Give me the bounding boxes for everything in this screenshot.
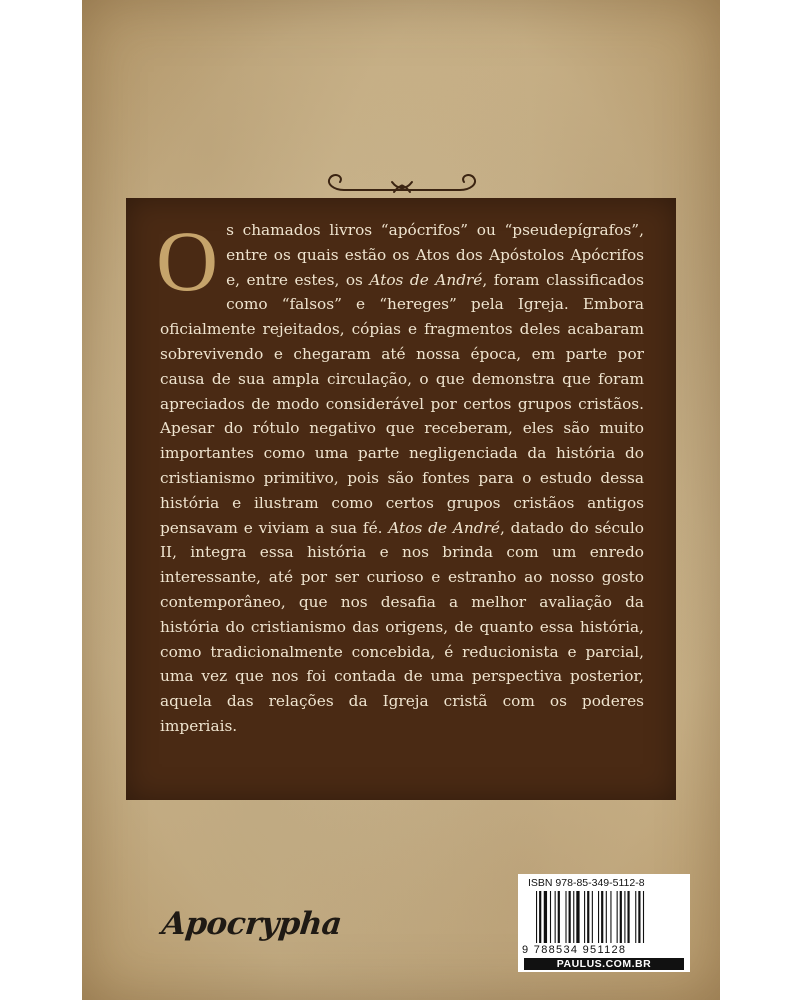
apocrypha-logo: Apocrypha: [160, 906, 344, 942]
barcode-label: [518, 874, 690, 972]
book-title-2: Atos de André: [388, 518, 500, 537]
publisher-site: PAULUS.COM.BR: [524, 958, 684, 970]
barcode-digits: 9 788534 951128: [522, 944, 627, 956]
blurb-panel: [126, 198, 676, 800]
blurb-part-2: , foram classificados como “falsos” e “hereges” pela Igreja. Embora oficialmente rejeitados, cópias e fragmentos deles acabaram sobrevivendo e chegaram até nossa época, em parte por causa de sua ampla circulação, o que demonstra que foram apreciados de modo considerável por certos grupos cristãos. Apesar do rótulo negativo que receberam, eles são muito importantes como uma parte negligenciada da história do cristianismo primitivo, pois são fontes para o estudo dessa história e ilustram como certos grupos cristãos antigos pensavam e viviam a sua fé.: [160, 270, 644, 537]
blurb-text: [156, 213, 644, 739]
barcode-icon: [536, 891, 684, 943]
book-title-1: Atos de André: [369, 270, 483, 289]
book-back-cover: [82, 0, 720, 1000]
drop-cap: O: [156, 213, 219, 309]
blurb-part-3: , datado do século II, integra essa história e nos brinda com um enredo interessante, até por ser curioso e estranho ao nosso gosto contemporâneo, que nos desafia a melhor avaliação da história do cristianismo das origens, de quanto essa história, como tradicionalmente concebida, é reducionista e parcial, uma vez que nos foi contada de uma perspectiva posterior, aquela das relações da Igreja cristã com os poderes imperiais.: [160, 518, 644, 735]
isbn-text: ISBN 978-85-349-5112-8: [528, 877, 645, 889]
flourish-ornament-icon: [304, 168, 500, 198]
blurb-part-1: s chamados livros “apócrifos” ou “pseudepígrafos”, entre os quais estão os Atos dos Apóstolos Apócrifos e, entre estes, os: [226, 221, 644, 289]
